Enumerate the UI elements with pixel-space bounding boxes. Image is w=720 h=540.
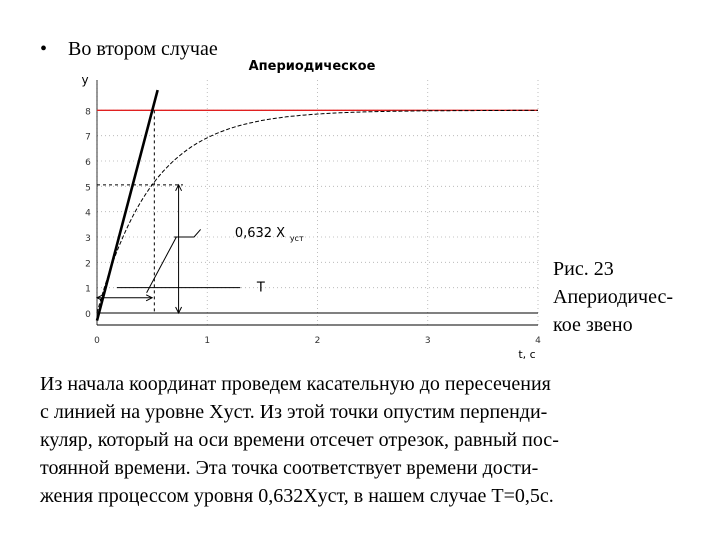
- y-tick-label: 4: [85, 208, 91, 219]
- tick-labels: [85, 107, 541, 346]
- y-tick-label: 7: [85, 132, 91, 143]
- y-axis-label: y: [81, 73, 89, 87]
- body-line: с линией на уровне Xуст. Из этой точки опустим перпенди-: [40, 401, 548, 423]
- body-line: тоянной времени. Эта точка соответствует времени дости-: [40, 457, 539, 479]
- figure-caption: [553, 255, 713, 339]
- caption-line: Рис. 23: [553, 258, 614, 280]
- x-tick-label: 3: [424, 336, 431, 346]
- body-paragraph: [40, 370, 700, 510]
- bullet-text: Во втором случае: [68, 38, 218, 60]
- label-T: T: [256, 280, 265, 296]
- y-tick-label: 2: [85, 259, 91, 270]
- grid: [97, 80, 538, 325]
- y-tick-label: 1: [85, 284, 91, 295]
- x-tick-label: 4: [535, 336, 541, 346]
- label-632-subscript: уст: [289, 234, 304, 243]
- body-line: Из начала координат проведем касательную до пересечения: [40, 373, 551, 395]
- y-tick-label: 5: [85, 183, 91, 194]
- caption-line: Апериодичес-: [553, 286, 673, 308]
- y-tick-label: 6: [85, 158, 91, 168]
- y-tick-label: 8: [85, 107, 91, 118]
- label-632-pointer: [147, 237, 177, 293]
- caption-line: кое звено: [553, 314, 633, 336]
- y-tick-label: 3: [85, 234, 91, 244]
- bullet-glyph: •: [40, 38, 48, 60]
- body-line: жения процессом уровня 0,632Xуст, в нашем случае T=0,5с.: [40, 485, 554, 507]
- chart-title: Апериодическое: [248, 59, 376, 74]
- annotations: [117, 226, 304, 296]
- x-tick-label: 0: [94, 336, 100, 346]
- x-axis-label: t, с: [518, 348, 536, 361]
- x-tick-label: 2: [314, 336, 321, 346]
- label-632: 0,632 X: [234, 226, 286, 241]
- x-tick-label: 1: [204, 336, 211, 346]
- tangent-line: [97, 90, 158, 321]
- y-tick-label: 0: [85, 310, 91, 320]
- body-line: куляр, который на оси времени отсечет отрезок, равный пос-: [40, 429, 559, 451]
